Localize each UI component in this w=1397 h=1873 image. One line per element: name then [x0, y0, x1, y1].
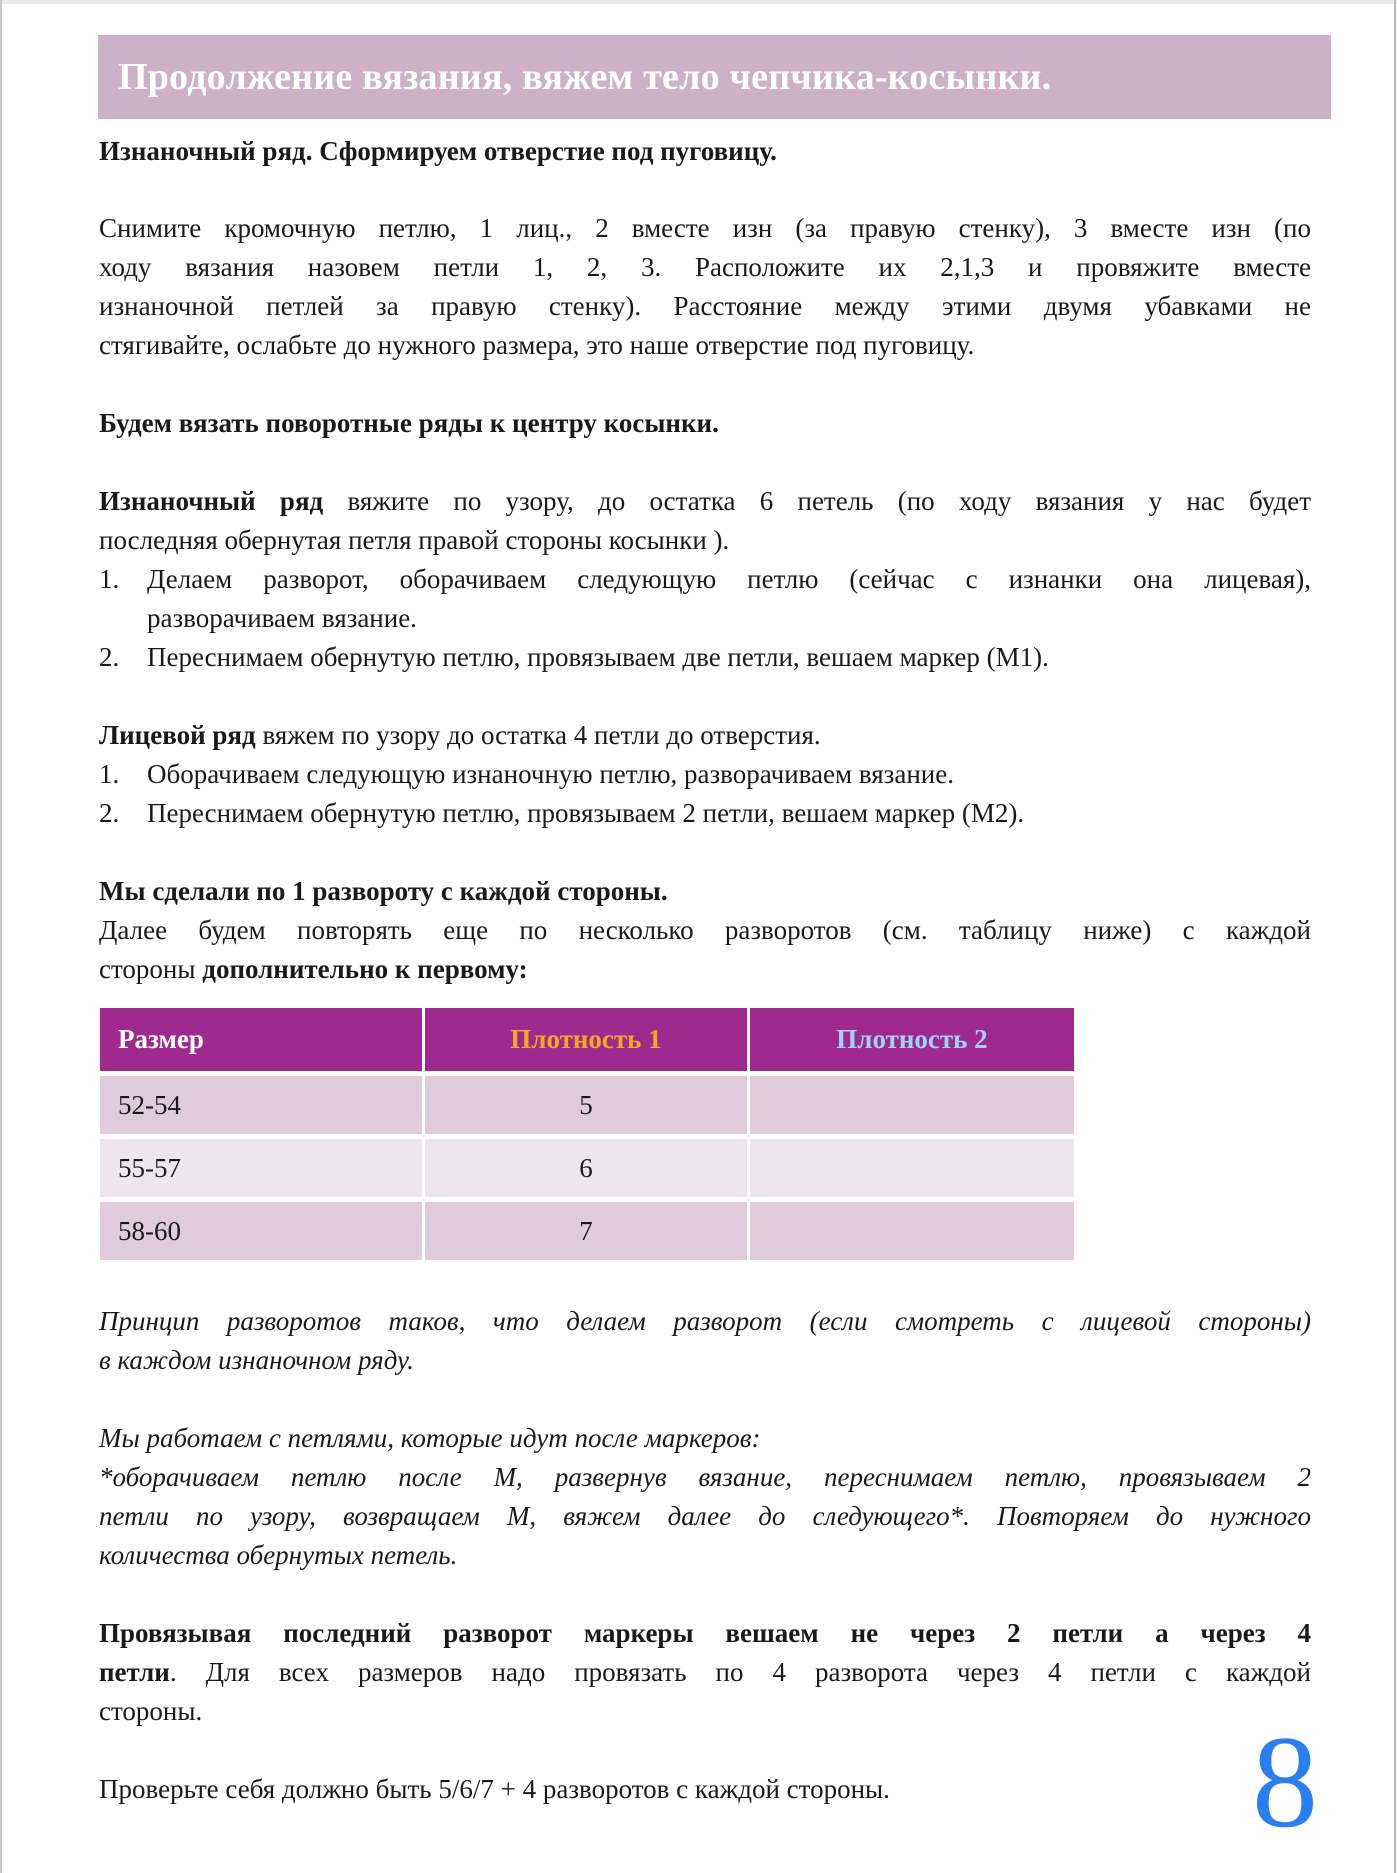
final-line — [99, 1653, 1311, 1692]
emphasis-text: дополнительно к первому: — [202, 954, 528, 984]
list-number: 2. — [99, 642, 120, 672]
cell-density-1: 5 — [425, 1071, 750, 1134]
page-title: Продолжение вязания, вяжем тело чепчика-косынки. — [118, 56, 1052, 98]
cell-density-1: 6 — [425, 1134, 750, 1197]
table-row — [100, 1071, 1074, 1134]
title-banner — [98, 35, 1331, 119]
list-item — [99, 794, 1311, 833]
paragraph-text: стороны — [99, 954, 203, 984]
paragraph-text: . Для всех размеров надо провязать по 4 разворота через 4 петли с каждой — [169, 1657, 1311, 1687]
turns-table — [100, 1008, 1074, 1260]
note-line: количества обернутых петель. — [99, 1540, 458, 1570]
list-item-text: Оборачиваем следующую изнаночную петлю, разворачиваем вязание. — [147, 759, 954, 789]
cell-density-2 — [750, 1197, 1074, 1260]
wrong-side-row-text: вяжите по узору, до остатка 6 петель (по ходу вязания у нас будет — [323, 486, 1311, 516]
list-number: 1. — [99, 564, 120, 594]
table-row — [100, 1134, 1074, 1197]
cell-density-2 — [750, 1134, 1074, 1197]
right-side-row-label: Лицевой ряд — [99, 720, 256, 750]
note-line: Мы работаем с петлями, которые идут после маркеров: — [99, 1423, 761, 1453]
list-item-text: Делаем разворот, оборачиваем следующую петлю (сейчас с изнанки она лицевая), — [147, 564, 1311, 594]
page-number: 8 — [1252, 1708, 1318, 1855]
list-item-text: Переснимаем обернутую петлю, провязываем 2 петли, вешаем маркер (М2). — [147, 798, 1025, 828]
page-left-border — [0, 0, 2, 1873]
page-top-edge — [0, 0, 1397, 4]
list-item-text: Переснимаем обернутую петлю, провязываем две петли, вешаем маркер (М1). — [147, 642, 1049, 672]
final-line: стороны. — [99, 1696, 203, 1726]
list-item-continuation: разворачиваем вязание. — [147, 603, 417, 633]
paragraph-line — [99, 950, 1311, 989]
list-item — [99, 638, 1311, 677]
note-line: Принцип разворотов таков, что делаем разворот (если смотреть с лицевой стороны) — [99, 1306, 1311, 1336]
check-line: Проверьте себя должно быть 5/6/7 + 4 разворотов с каждой стороны. — [99, 1774, 890, 1804]
wrong-side-row-line — [99, 482, 1311, 521]
cell-size: 55-57 — [100, 1134, 425, 1197]
paragraph-line: ходу вязания назовем петли 1, 2, 3. Расположите их 2,1,3 и провяжите вместе — [99, 252, 1311, 282]
table-header-row — [100, 1008, 1074, 1071]
right-side-row-line — [99, 716, 1311, 755]
list-number: 2. — [99, 798, 120, 828]
list-item — [99, 755, 1311, 794]
paragraph-line: Снимите кромочную петлю, 1 лиц., 2 вместе изн (за правую стенку), 3 вместе изн (по — [99, 213, 1311, 243]
section-heading-one-turn: Мы сделали по 1 развороту с каждой стороны. — [99, 876, 668, 906]
final-line: Провязывая последний разворот маркеры вешаем не через 2 петли а через 4 — [99, 1618, 1311, 1648]
column-header-size: Размер — [100, 1008, 425, 1071]
page-right-border — [1394, 0, 1396, 1873]
cell-density-1: 7 — [425, 1197, 750, 1260]
paragraph-line: стягивайте, ослабьте до нужного размера, это наше отверстие под пуговицу. — [99, 330, 975, 360]
wrong-side-row-line: последняя обернутая петля правой стороны косынки ). — [99, 525, 730, 555]
paragraph-line: изнаночной петлей за правую стенку). Расстояние между этими двумя убавками не — [99, 291, 1311, 321]
column-header-density-1: Плотность 1 — [425, 1008, 750, 1071]
cell-density-2 — [750, 1071, 1074, 1134]
cell-size: 52-54 — [100, 1071, 425, 1134]
paragraph-line: Далее будем повторять еще по несколько разворотов (см. таблицу ниже) с каждой — [99, 915, 1311, 945]
list-item — [99, 560, 1311, 599]
note-line: в каждом изнаночном ряду. — [99, 1345, 415, 1375]
right-side-row-text: вяжем по узору до остатка 4 петли до отверстия. — [255, 720, 821, 750]
note-line: *оборачиваем петлю после М, развернув вязание, переснимаем петлю, провязываем 2 — [99, 1462, 1311, 1492]
emphasis-text: петли — [99, 1657, 170, 1687]
list-number: 1. — [99, 759, 120, 789]
note-line: петли по узору, возвращаем М, вяжем далее до следующего*. Повторяем до нужного — [99, 1501, 1311, 1531]
wrong-side-row-label: Изнаночный ряд — [99, 486, 324, 516]
section-heading-short-rows: Будем вязать поворотные ряды к центру косынки. — [99, 408, 719, 438]
column-header-density-2: Плотность 2 — [750, 1008, 1074, 1071]
section-heading-buttonhole: Изнаночный ряд. Сформируем отверстие под пуговицу. — [99, 136, 777, 166]
cell-size: 58-60 — [100, 1197, 425, 1260]
table-row — [100, 1197, 1074, 1260]
